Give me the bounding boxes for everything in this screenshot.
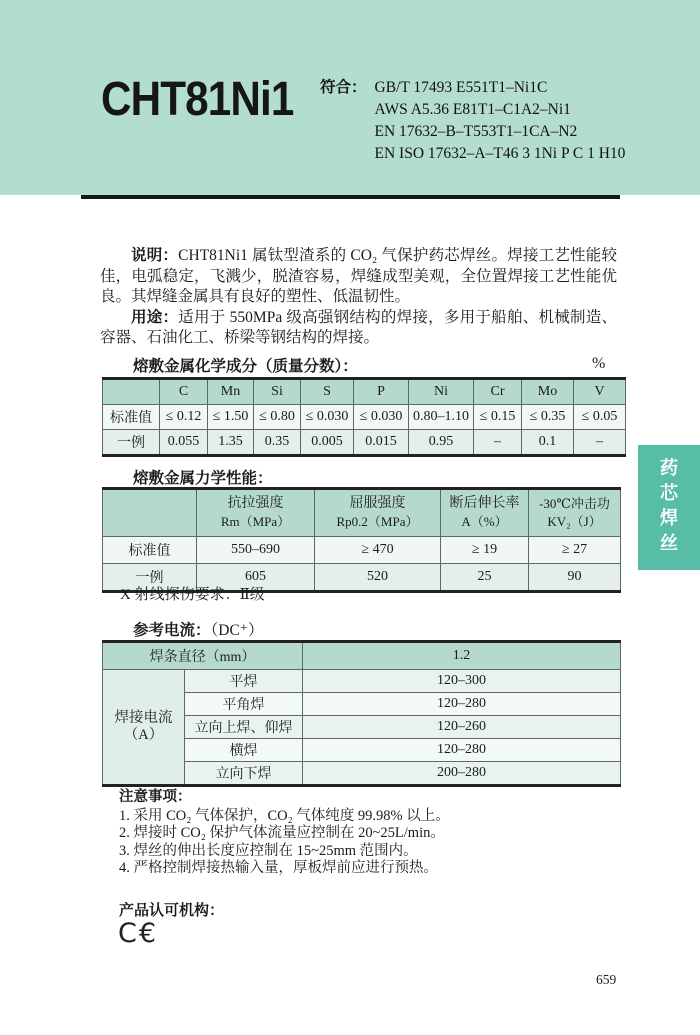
- mech-col-header: 抗拉强度 Rm（MPa）: [197, 489, 315, 537]
- conform-label: 符合：: [320, 79, 367, 96]
- current-range: 120–280: [303, 693, 621, 716]
- notes-title: 注意事项：: [119, 789, 192, 805]
- mech-value: 90: [529, 564, 621, 592]
- mech-value: ≥ 27: [529, 537, 621, 564]
- chem-col-header: C: [160, 379, 208, 405]
- chem-value: 0.005: [301, 430, 354, 456]
- chem-col-header: S: [301, 379, 354, 405]
- mech-col-header: 断后伸长率 A（%）: [441, 489, 529, 537]
- side-tab-char: 芯: [660, 483, 678, 503]
- chem-row-label: 一例: [103, 430, 160, 456]
- current-section-title: 参考电流：（DC⁺）: [133, 622, 264, 639]
- description-block: [100, 246, 617, 349]
- chem-value: ≤ 0.12: [160, 405, 208, 430]
- mech-row-label: 标准值: [103, 537, 197, 564]
- chem-value: –: [474, 430, 522, 456]
- chem-value: ≤ 0.80: [254, 405, 301, 430]
- chem-value: 0.95: [409, 430, 474, 456]
- chem-example-row: [103, 430, 626, 456]
- chem-col-header: Cr: [474, 379, 522, 405]
- current-row: [103, 670, 621, 693]
- usage-label: 用途：: [131, 308, 179, 326]
- product-name: CHT81Ni1: [101, 73, 294, 126]
- weld-position: 立向下焊: [185, 762, 303, 786]
- side-tab-char: 药: [660, 458, 678, 478]
- chem-col-header: P: [354, 379, 409, 405]
- side-tab-char: 丝: [660, 533, 678, 553]
- mech-col-header: [103, 489, 197, 537]
- current-range: 120–260: [303, 716, 621, 739]
- diameter-value: 1.2: [303, 642, 621, 670]
- mech-standard-row: [103, 537, 621, 564]
- weld-position: 平角焊: [185, 693, 303, 716]
- intro-text: CHT81Ni1 属钛型渣系的 CO₂ 气保护药芯焊丝。焊接工艺性能较佳，电弧稳定，飞溅少，脱渣容易，焊缝成型美观，全位置焊接工艺性能优良。其焊缝金属具有良好的塑性、低温韧性。: [100, 247, 617, 305]
- weld-position: 平焊: [185, 670, 303, 693]
- intro-label: 说明：: [131, 247, 179, 264]
- chem-value: ≤ 0.030: [301, 405, 354, 430]
- chem-col-header: [103, 379, 160, 405]
- certification-title: 产品认可机构：: [119, 903, 225, 919]
- chem-col-header: Si: [254, 379, 301, 405]
- chem-row-label: 标准值: [103, 405, 160, 430]
- page-number: 659: [596, 972, 617, 987]
- note-item: 1. 采用 CO₂ 气体保护，CO₂ 气体纯度 99.98% 以上。: [119, 807, 450, 824]
- side-tab-flux-cored-wire: [638, 445, 700, 570]
- mech-value: ≥ 19: [441, 537, 529, 564]
- current-header-row: [103, 642, 621, 670]
- standard-item: EN ISO 17632–A–T46 3 1Ni P C 1 H10: [374, 145, 626, 162]
- chem-value: 0.80–1.10: [409, 405, 474, 430]
- note-item: 4. 严格控制焊接热输入量，厚板焊前应进行预热。: [119, 860, 438, 876]
- chem-section-title: 熔敷金属化学成分（质量分数）：: [133, 358, 358, 375]
- mech-col-header: -30℃冲击功 KV₂（J）: [529, 489, 621, 537]
- current-group-label: 焊接电流 （A）: [103, 670, 185, 786]
- chem-value: –: [574, 430, 626, 456]
- mech-value: 605: [197, 564, 315, 592]
- mechanical-properties-table: [102, 487, 621, 593]
- chem-value: 0.35: [254, 430, 301, 456]
- chem-value: 0.015: [354, 430, 409, 456]
- chem-standard-row: [103, 405, 626, 430]
- mech-value: 550–690: [197, 537, 315, 564]
- chem-col-header: Mo: [522, 379, 574, 405]
- standard-item: EN 17632–B–T553T1–1CA–N2: [374, 123, 578, 140]
- reference-current-table: [102, 640, 621, 787]
- standards-block: [320, 77, 625, 165]
- chem-value: ≤ 0.35: [522, 405, 574, 430]
- current-range: 120–280: [303, 739, 621, 762]
- mech-row-label: 一例: [103, 564, 197, 592]
- side-tab-char: 焊: [660, 508, 678, 528]
- chem-header-row: [103, 379, 626, 405]
- mech-value: 520: [315, 564, 441, 592]
- ce-mark-icon: C€: [118, 918, 159, 949]
- mech-section-title: 熔敷金属力学性能：: [133, 470, 273, 487]
- chem-col-header: Ni: [409, 379, 474, 405]
- chem-value: ≤ 0.030: [354, 405, 409, 430]
- usage-paragraph: [100, 308, 617, 349]
- chem-col-header: V: [574, 379, 626, 405]
- chem-value: ≤ 1.50: [208, 405, 254, 430]
- current-range: 120–300: [303, 670, 621, 693]
- intro-paragraph: [100, 246, 617, 308]
- standard-item: AWS A5.36 E81T1–C1A2–Ni1: [374, 101, 571, 118]
- weld-position: 横焊: [185, 739, 303, 762]
- chem-value: ≤ 0.05: [574, 405, 626, 430]
- weld-position: 立向上焊、仰焊: [185, 716, 303, 739]
- chem-value: 0.055: [160, 430, 208, 456]
- chem-value: 1.35: [208, 430, 254, 456]
- mech-col-header: 屈服强度 Rp0.2（MPa）: [315, 489, 441, 537]
- chem-unit: %: [592, 355, 606, 372]
- current-range: 200–280: [303, 762, 621, 786]
- chemical-composition-table: [102, 377, 626, 457]
- chem-value: ≤ 0.15: [474, 405, 522, 430]
- standard-item: GB/T 17493 E551T1–Ni1C: [374, 79, 548, 96]
- chem-value: 0.1: [522, 430, 574, 456]
- mech-value: 25: [441, 564, 529, 592]
- mech-value: ≥ 470: [315, 537, 441, 564]
- diameter-label: 焊条直径（mm）: [103, 642, 303, 670]
- header-divider-rule: [81, 195, 620, 199]
- usage-text: 适用于 550MPa 级高强钢结构的焊接，多用于船舶、机械制造、容器、石油化工、桥梁等钢结构的焊接。: [100, 308, 617, 346]
- notes-block: [119, 789, 450, 878]
- mech-header-row: [103, 489, 621, 537]
- standards-list: [375, 77, 626, 165]
- chem-col-header: Mn: [208, 379, 254, 405]
- note-item: 2. 焊接时 CO₂ 保护气体流量应控制在 20~25L/min。: [119, 825, 445, 841]
- xray-requirement-note: X 射线探伤要求：Ⅱ级: [120, 587, 265, 603]
- note-item: 3. 焊丝的伸出长度应控制在 15~25mm 范围内。: [119, 842, 418, 859]
